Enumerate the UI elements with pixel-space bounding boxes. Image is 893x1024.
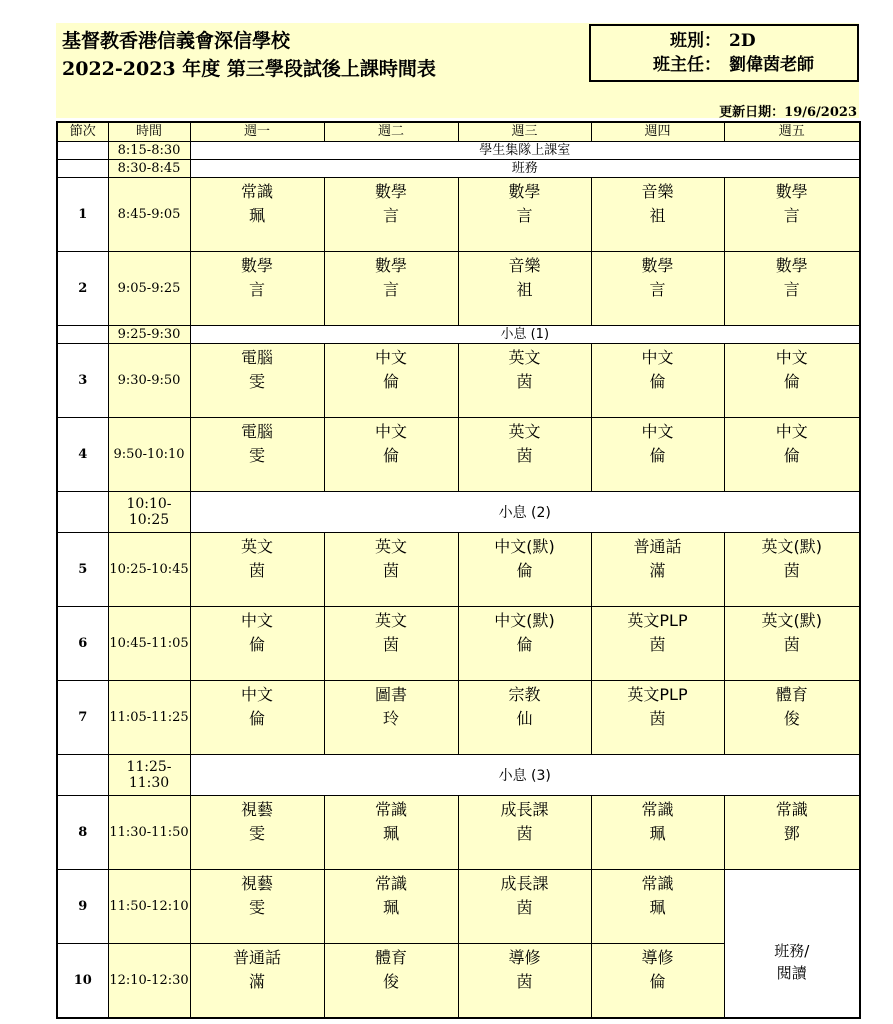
- teacher: 倫: [783, 446, 800, 465]
- teacher: 倫: [649, 372, 666, 391]
- subject: 數學: [775, 182, 808, 201]
- lesson-cell: [324, 681, 458, 755]
- teacher-row: [591, 52, 857, 78]
- lesson-cell: [458, 533, 591, 607]
- header-fri: 週五: [724, 122, 860, 142]
- lesson-cell: [324, 944, 458, 1019]
- time-slot: 10:45-11:05: [108, 607, 190, 681]
- time-slot: 8:30-8:45: [108, 160, 190, 178]
- lesson-cell: [324, 607, 458, 681]
- subject: 英文(默): [761, 537, 822, 556]
- table-row: [57, 492, 860, 533]
- table-row: [57, 533, 860, 607]
- teacher: 雯: [248, 898, 265, 917]
- subject: 中文: [240, 685, 273, 704]
- lesson-cell: [190, 533, 324, 607]
- time-slot: 9:05-9:25: [108, 252, 190, 326]
- subject: 英文(默): [761, 611, 822, 630]
- lesson-cell: [591, 796, 724, 870]
- subject: 中文: [374, 348, 407, 367]
- table-row: [57, 252, 860, 326]
- lesson-cell: [591, 944, 724, 1019]
- class-value: 2D: [729, 31, 756, 51]
- activity-cell: 小息 (1): [190, 326, 860, 344]
- teacher: 茵: [516, 898, 533, 917]
- lesson-cell: [591, 607, 724, 681]
- table-row: [57, 142, 860, 160]
- header-wed: 週三: [458, 122, 591, 142]
- school-name: 基督教香港信義會深信學校: [62, 30, 291, 52]
- period-number: [57, 160, 108, 178]
- period-number: 7: [57, 681, 108, 755]
- subject: 成長課: [500, 874, 549, 893]
- subject: 常識: [374, 800, 407, 819]
- time-slot: 9:50-10:10: [108, 418, 190, 492]
- header-thu: 週四: [591, 122, 724, 142]
- teacher: 言: [649, 280, 666, 299]
- class-info-box: [589, 24, 859, 82]
- teacher: 茵: [248, 561, 265, 580]
- teacher: 珮: [649, 824, 666, 843]
- table-row: [57, 755, 860, 796]
- teacher: 珮: [382, 824, 399, 843]
- lesson-cell: [324, 418, 458, 492]
- time-slot: 12:10-12:30: [108, 944, 190, 1019]
- subject: 電腦: [240, 422, 273, 441]
- lesson-cell: [190, 178, 324, 252]
- header-period: 節次: [57, 122, 108, 142]
- teacher: 言: [382, 280, 399, 299]
- lesson-cell: [324, 870, 458, 944]
- lesson-cell: [591, 178, 724, 252]
- subject: 導修: [508, 948, 541, 967]
- teacher: 祖: [649, 206, 666, 225]
- lesson-cell: [591, 418, 724, 492]
- teacher: 言: [783, 206, 800, 225]
- teacher: 鄧: [783, 824, 800, 843]
- teacher: 倫: [248, 709, 265, 728]
- subject: 數學: [374, 256, 407, 275]
- subject: 中文: [775, 422, 808, 441]
- lesson-cell: [458, 418, 591, 492]
- period-number: [57, 326, 108, 344]
- teacher: 倫: [516, 561, 533, 580]
- period-number: 5: [57, 533, 108, 607]
- time-slot: 11:05-11:25: [108, 681, 190, 755]
- subject: 英文: [374, 537, 407, 556]
- subject: 宗教: [508, 685, 541, 704]
- teacher: 言: [783, 280, 800, 299]
- break-cell: 小息 (2): [190, 492, 860, 533]
- teacher: 倫: [649, 446, 666, 465]
- subject: 電腦: [240, 348, 273, 367]
- table-row: [57, 178, 860, 252]
- merged-cell: [724, 870, 860, 1019]
- lesson-cell: [724, 418, 860, 492]
- subject: 數學: [508, 182, 541, 201]
- subject: 中文: [641, 422, 674, 441]
- teacher: 俊: [382, 972, 399, 991]
- subject: 數學: [240, 256, 273, 275]
- subject: 英文PLP: [627, 685, 688, 704]
- class-row: [591, 28, 857, 54]
- teacher: 茵: [516, 372, 533, 391]
- teacher: 倫: [516, 635, 533, 654]
- timetable: [56, 121, 861, 1019]
- subject: 中文(默): [494, 611, 555, 630]
- period-number: 4: [57, 418, 108, 492]
- lesson-cell: [190, 681, 324, 755]
- class-label: 班別：: [670, 31, 721, 51]
- period-number: 2: [57, 252, 108, 326]
- merged-text: 閱讀: [776, 963, 807, 982]
- period-number: 9: [57, 870, 108, 944]
- subject: 英文: [508, 348, 541, 367]
- header-band: [56, 23, 859, 118]
- lesson-cell: [324, 796, 458, 870]
- lesson-cell: [591, 533, 724, 607]
- updated-date: 更新日期：19/6/2023: [719, 105, 857, 120]
- header-tue: 週二: [324, 122, 458, 142]
- subject: 常識: [641, 800, 674, 819]
- lesson-cell: [190, 607, 324, 681]
- subject: 圖書: [374, 685, 407, 704]
- teacher: 雯: [248, 446, 265, 465]
- table-row: [57, 681, 860, 755]
- lesson-cell: [324, 533, 458, 607]
- teacher: 茵: [516, 972, 533, 991]
- table-row: [57, 870, 860, 944]
- teacher: 雯: [248, 824, 265, 843]
- teacher: 言: [382, 206, 399, 225]
- lesson-cell: [190, 796, 324, 870]
- teacher: 茵: [649, 709, 666, 728]
- lesson-cell: [724, 344, 860, 418]
- lesson-cell: [458, 796, 591, 870]
- time-slot: 9:25-9:30: [108, 326, 190, 344]
- teacher: 珮: [649, 898, 666, 917]
- teacher: 茵: [783, 561, 800, 580]
- subject: 普通話: [232, 948, 281, 967]
- lesson-cell: [724, 607, 860, 681]
- teacher: 倫: [783, 372, 800, 391]
- teacher: 滿: [248, 972, 265, 991]
- lesson-cell: [724, 533, 860, 607]
- subject: 體育: [374, 948, 407, 967]
- period-number: 8: [57, 796, 108, 870]
- lesson-cell: [591, 344, 724, 418]
- lesson-cell: [190, 418, 324, 492]
- lesson-cell: [458, 681, 591, 755]
- teacher: 茵: [382, 561, 399, 580]
- teacher: 倫: [382, 446, 399, 465]
- teacher: 言: [516, 206, 533, 225]
- table-row: [57, 344, 860, 418]
- subject: 普通話: [633, 537, 682, 556]
- lesson-cell: [190, 252, 324, 326]
- lesson-cell: [724, 178, 860, 252]
- break-cell: 小息 (3): [190, 755, 860, 796]
- time-slot: 9:30-9:50: [108, 344, 190, 418]
- teacher-value: 劉偉茵老師: [729, 55, 814, 75]
- merged-text: 班務/: [774, 941, 810, 960]
- lesson-cell: [458, 344, 591, 418]
- lesson-cell: [724, 796, 860, 870]
- teacher: 言: [248, 280, 265, 299]
- lesson-cell: [458, 178, 591, 252]
- teacher: 倫: [248, 635, 265, 654]
- table-row: [57, 796, 860, 870]
- period-number: [57, 142, 108, 160]
- subject: 數學: [374, 182, 407, 201]
- subject: 視藝: [240, 800, 273, 819]
- period-number: [57, 492, 108, 533]
- teacher-label: 班主任：: [653, 55, 721, 75]
- teacher: 茵: [516, 824, 533, 843]
- lesson-cell: [724, 681, 860, 755]
- subject: 英文: [508, 422, 541, 441]
- teacher: 茵: [382, 635, 399, 654]
- header-mon: 週一: [190, 122, 324, 142]
- subject: 成長課: [500, 800, 549, 819]
- period-number: 10: [57, 944, 108, 1019]
- timetable-sheet: [56, 23, 859, 1014]
- period-number: [57, 755, 108, 796]
- lesson-cell: [324, 344, 458, 418]
- table-row: [57, 418, 860, 492]
- lesson-cell: [190, 870, 324, 944]
- time-slot: 10:25-10:45: [108, 533, 190, 607]
- lesson-cell: [324, 252, 458, 326]
- subject: 音樂: [508, 256, 541, 275]
- period-number: 1: [57, 178, 108, 252]
- subject: 視藝: [240, 874, 273, 893]
- table-row: [57, 160, 860, 178]
- subject: 導修: [641, 948, 674, 967]
- activity-cell: 班務: [190, 160, 860, 178]
- lesson-cell: [324, 178, 458, 252]
- period-number: 6: [57, 607, 108, 681]
- lesson-cell: [591, 252, 724, 326]
- subject: 英文PLP: [627, 611, 688, 630]
- subject: 常識: [374, 874, 407, 893]
- time-slot: 10:10-10:25: [108, 492, 190, 533]
- teacher: 茵: [649, 635, 666, 654]
- teacher: 玲: [382, 709, 399, 728]
- subject: 中文: [641, 348, 674, 367]
- timetable-body: [57, 142, 860, 1019]
- subject: 常識: [641, 874, 674, 893]
- lesson-cell: [591, 870, 724, 944]
- subject: 體育: [775, 685, 808, 704]
- header-time: 時間: [108, 122, 190, 142]
- teacher: 雯: [248, 372, 265, 391]
- subject: 中文(默): [494, 537, 555, 556]
- teacher: 倫: [649, 972, 666, 991]
- teacher: 珮: [248, 206, 265, 225]
- lesson-cell: [190, 944, 324, 1019]
- time-slot: 8:45-9:05: [108, 178, 190, 252]
- time-slot: 11:30-11:50: [108, 796, 190, 870]
- subject: 數學: [641, 256, 674, 275]
- lesson-cell: [458, 944, 591, 1019]
- subject: 常識: [240, 182, 273, 201]
- subject: 中文: [775, 348, 808, 367]
- teacher: 茵: [516, 446, 533, 465]
- lesson-cell: [591, 681, 724, 755]
- teacher: 俊: [783, 709, 800, 728]
- subject: 常識: [775, 800, 808, 819]
- teacher: 珮: [382, 898, 399, 917]
- teacher: 倫: [382, 372, 399, 391]
- teacher: 滿: [649, 561, 666, 580]
- subject: 英文: [374, 611, 407, 630]
- lesson-cell: [724, 252, 860, 326]
- teacher: 祖: [516, 280, 533, 299]
- school-heading: [62, 29, 436, 85]
- table-row: [57, 326, 860, 344]
- subject: 數學: [775, 256, 808, 275]
- table-row: [57, 607, 860, 681]
- subject: 中文: [240, 611, 273, 630]
- time-slot: 11:50-12:10: [108, 870, 190, 944]
- time-slot: 8:15-8:30: [108, 142, 190, 160]
- lesson-cell: [190, 344, 324, 418]
- subject: 音樂: [641, 182, 674, 201]
- subject: 中文: [374, 422, 407, 441]
- lesson-cell: [458, 870, 591, 944]
- header-row: [57, 122, 860, 142]
- lesson-cell: [458, 252, 591, 326]
- time-slot: 11:25-11:30: [108, 755, 190, 796]
- period-number: 3: [57, 344, 108, 418]
- timetable-title: 2022-2023 年度 第三學段試後上課時間表: [62, 58, 436, 80]
- subject: 英文: [240, 537, 273, 556]
- activity-cell: 學生集隊上課室: [190, 142, 860, 160]
- teacher: 茵: [783, 635, 800, 654]
- teacher: 仙: [516, 709, 533, 728]
- lesson-cell: [458, 607, 591, 681]
